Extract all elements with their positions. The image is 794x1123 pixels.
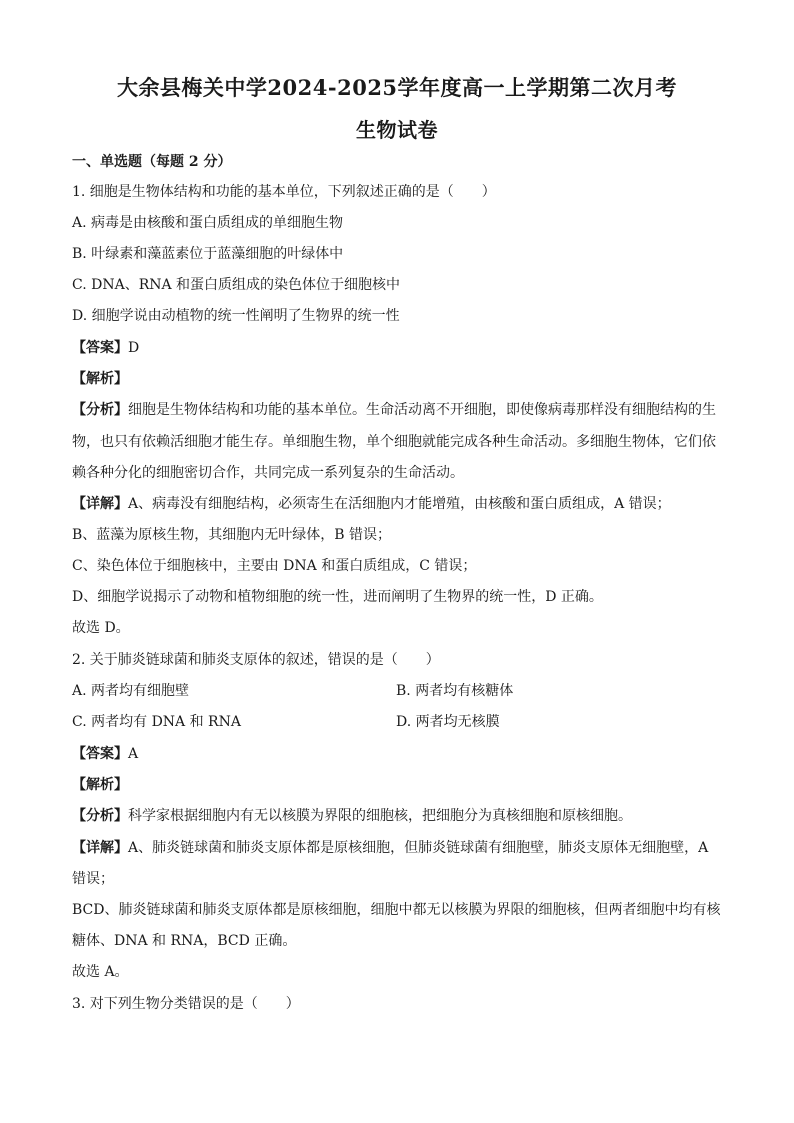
xiangjie-tag: 【详解】 <box>72 840 128 856</box>
q2-option-a: A. 两者均有细胞壁 <box>72 683 190 699</box>
q1-fenxi-3: 赖各种分化的细胞密切合作，共同完成一系列复杂的生命活动。 <box>72 465 464 481</box>
q2-xiangjie-2: 错误； <box>72 871 114 887</box>
fenxi-text: 科学家根据细胞内有无以核膜为界限的细胞核，把细胞分为真核细胞和原核细胞。 <box>128 808 632 824</box>
q2-options-row-1 <box>72 681 722 701</box>
q2-analysis-tag: 【解析】 <box>72 777 128 793</box>
exam-subtitle: 生物试卷 <box>356 118 438 142</box>
answer-value: A <box>128 746 139 762</box>
q2-conclusion: 故选 A。 <box>72 964 129 980</box>
q2-detail-bcd-1: BCD、肺炎链球菌和肺炎支原体都是原核细胞，细胞中都无以核膜为界限的细胞核，但两者细胞中均有核 <box>72 902 721 918</box>
q2-detail-bcd-2: 糖体、DNA 和 RNA，BCD 正确。 <box>72 933 297 949</box>
xiangjie-text: A、肺炎链球菌和肺炎支原体都是原核细胞，但肺炎链球菌有细胞壁，肺炎支原体无细胞壁，A <box>128 840 709 856</box>
q1-analysis-tag: 【解析】 <box>72 371 128 387</box>
q1-xiangjie-1 <box>72 494 671 514</box>
q2-option-c: C. 两者均有 DNA 和 RNA <box>72 714 241 730</box>
q2-xiangjie-1 <box>72 838 708 858</box>
q1-fenxi-1 <box>72 400 716 420</box>
section-heading: 一、单选题（每题 2 分） <box>72 154 232 170</box>
exam-title: 大余县梅关中学2024-2025学年度高一上学期第二次月考 <box>116 75 678 100</box>
q3-stem: 3. 对下列生物分类错误的是（ ） <box>72 996 300 1012</box>
answer-tag: 【答案】 <box>72 746 128 762</box>
fenxi-tag: 【分析】 <box>72 402 128 418</box>
q2-option-b: B. 两者均有核糖体 <box>396 683 514 699</box>
q1-option-b: B. 叶绿素和藻蓝素位于蓝藻细胞的叶绿体中 <box>72 246 344 262</box>
q2-option-d: D. 两者均无核膜 <box>396 714 500 730</box>
q2-fenxi-1 <box>72 806 632 826</box>
q1-conclusion: 故选 D。 <box>72 620 130 636</box>
answer-tag: 【答案】 <box>72 340 128 356</box>
fenxi-text: 细胞是生物体结构和功能的基本单位。生命活动离不开细胞，即使像病毒那样没有细胞结构的生 <box>128 402 716 418</box>
q2-answer <box>72 744 138 764</box>
q2-options-row-2 <box>72 712 722 732</box>
xiangjie-text: A、病毒没有细胞结构，必须寄生在活细胞内才能增殖，由核酸和蛋白质组成，A 错误； <box>128 496 671 512</box>
fenxi-tag: 【分析】 <box>72 808 128 824</box>
q1-detail-d: D、细胞学说揭示了动物和植物细胞的统一性，进而阐明了生物界的统一性，D 正确。 <box>72 589 603 605</box>
xiangjie-tag: 【详解】 <box>72 496 128 512</box>
q1-answer <box>72 338 139 358</box>
q1-option-a: A. 病毒是由核酸和蛋白质组成的单细胞生物 <box>72 215 344 231</box>
q2-stem: 2. 关于肺炎链球菌和肺炎支原体的叙述，错误的是（ ） <box>72 652 440 668</box>
answer-value: D <box>128 340 140 356</box>
q1-detail-b: B、蓝藻为原核生物，其细胞内无叶绿体，B 错误； <box>72 527 392 543</box>
q1-option-c: C. DNA、RNA 和蛋白质组成的染色体位于细胞核中 <box>72 277 401 293</box>
q1-fenxi-2: 物，也只有依赖活细胞才能生存。单细胞生物，单个细胞就能完成各种生命活动。多细胞生物体，它们依 <box>72 434 716 450</box>
q1-option-d: D. 细胞学说由动植物的统一性阐明了生物界的统一性 <box>72 308 400 324</box>
q1-stem: 1. 细胞是生物体结构和功能的基本单位，下列叙述正确的是（ ） <box>72 184 496 200</box>
q1-detail-c: C、染色体位于细胞核中，主要由 DNA 和蛋白质组成，C 错误； <box>72 558 477 574</box>
